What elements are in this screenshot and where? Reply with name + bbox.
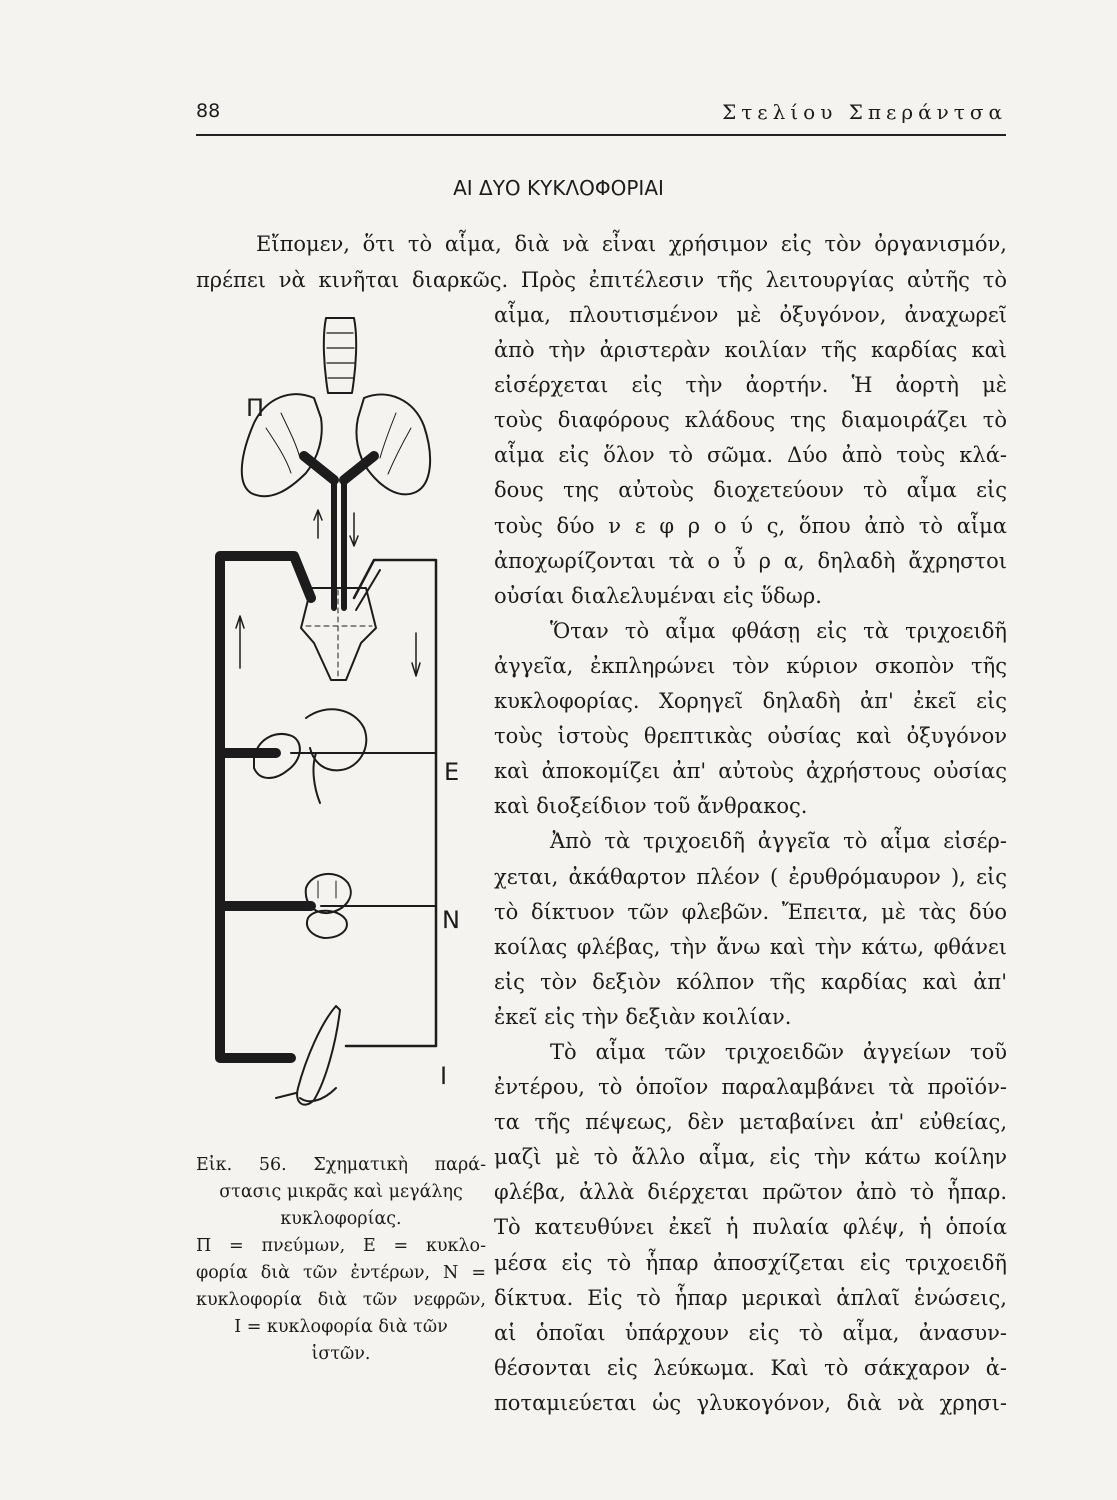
text-line: Τὸ κατευθύνει ἐκεῖ ἡ πυλαία φλέψ, ἡ ὁποία: [494, 1215, 1007, 1240]
text-line: κοίλας φλέβας, τὴν ἄνω καὶ τὴν κάτω, φθάνει: [494, 934, 1007, 959]
text-line: ποταμιεύεται ὡς γλυκογόνον, διὰ νὰ χρησι-: [494, 1390, 1007, 1415]
label-lung: Π: [246, 394, 265, 422]
caption-line: κυκλοφορία διὰ τῶν νεφρῶν,: [196, 1290, 486, 1310]
caption-line: Ι = κυκλοφορία διὰ τῶν: [234, 1317, 448, 1337]
body-column: [494, 298, 1007, 1421]
text-line: πρέπει νὰ κινῆται διαρκῶς. Πρὸς ἐπιτέλεσιν τῆς λειτουργίας αὐτῆς τὸ: [196, 268, 1007, 292]
text-line: μαζὶ μὲ τὸ ἄλλο αἷμα, εἰς τὴν κάτω κοίλην: [494, 1145, 1007, 1170]
text-line: δίκτυα. Εἰς τὸ ἧπαρ μερικαὶ ἁπλαῖ ἑνώσεις,: [494, 1285, 1007, 1310]
text-line: ἀγγεῖα, ἐκπληρώνει τὸν κύριον σκοπὸν τῆς: [494, 653, 1007, 678]
text-line: τοὺς διαφόρους κλάδους της διαμοιράζει τὸ: [494, 408, 1007, 433]
text-line: τα τῆς πέψεως, δὲν μεταβαίνει ἀπ' εὐθείας,: [494, 1110, 1007, 1135]
text-line: τὸ δίκτυον τῶν φλεβῶν. Ἔπειτα, μὲ τὰς δύο: [494, 899, 1007, 924]
intro-paragraph: [196, 226, 1007, 298]
caption-line: Π = πνεύμων, Ε = κυκλο-: [196, 1236, 486, 1256]
text-line: κυκλοφορίας. Χορηγεῖ δηλαδὴ ἀπ' ἐκεῖ εἰς: [494, 689, 1007, 714]
text-line: αἷμα εἰς ὅλον τὸ σῶμα. Δύο ἀπὸ τοὺς κλά-: [494, 443, 1007, 468]
label-intestinal-circulation: Ε: [444, 758, 460, 786]
caption-line: Εἰκ. 56. Σχηματικὴ παρά-: [196, 1155, 486, 1175]
caption-line: κυκλοφορίας.: [280, 1209, 402, 1229]
right-lung: [356, 394, 430, 494]
text-line: οὐσίαι διαλελυμέναι εἰς ὕδωρ.: [494, 583, 822, 608]
header-rule: [196, 134, 1006, 136]
text-line: τοὺς ἱστοὺς θρεπτικὰς οὐσίας καὶ ὀξυγόνον: [494, 724, 1007, 749]
text-line: καὶ διοξείδιον τοῦ ἄνθρακος.: [494, 794, 808, 819]
label-tissue-circulation: Ι: [440, 1062, 448, 1090]
caption-line: στασις μικρᾶς καὶ μεγάλης: [219, 1182, 463, 1202]
text-line: αἱ ὁποῖαι ὑπάρχουν εἰς τὸ αἷμα, ἀνασυν-: [494, 1320, 1007, 1345]
text-line: Εἴπομεν, ὅτι τὸ αἷμα, διὰ νὰ εἶναι χρήσιμον εἰς τὸν ὀργανισμόν,: [256, 232, 1007, 256]
text-line: τοὺς δύο ν ε φ ρ ο ύ ς, ὅπου ἀπὸ τὸ αἷμα: [494, 513, 1007, 538]
vena-cava: [220, 556, 311, 1058]
chapter-title: ΑΙ ΔΥΟ ΚΥΚΛΟΦΟΡΙΑΙ: [453, 176, 664, 200]
aorta: [346, 560, 436, 1046]
text-line: Τὸ αἷμα τῶν τριχοειδῶν ἀγγείων τοῦ: [550, 1039, 1007, 1064]
text-line: χεται, ἀκάθαρτον πλέον ( ἐρυθρόμαυρον ), εἰς: [494, 864, 1007, 889]
figure-caption: [196, 1152, 486, 1368]
text-line: μέσα εἰς τὸ ἧπαρ ἀποσχίζεται εἰς τριχοειδῆ: [494, 1250, 1007, 1275]
text-line: Ὅταν τὸ αἷμα φθάσῃ εἰς τὰ τριχοειδῆ: [550, 618, 1007, 643]
text-line: φλέβα, ἀλλὰ διέρχεται πρῶτον ἀπὸ τὸ ἧπαρ.: [494, 1180, 1007, 1205]
text-line: ἐκεῖ εἰς τὴν δεξιὰν κοιλίαν.: [494, 1004, 792, 1029]
circulation-diagram: [196, 298, 486, 1148]
caption-line: φορία διὰ τῶν ἐντέρων, Ν =: [196, 1263, 486, 1283]
running-header-author: Στελίου Σπεράντσα: [722, 100, 1007, 124]
caption-line: ἱστῶν.: [311, 1344, 371, 1364]
text-line: εἰσέρχεται εἰς τὴν ἀορτήν. Ἡ ἀορτὴ μὲ: [494, 373, 1007, 398]
pulmonary-vessels: [304, 456, 374, 480]
text-line: ἀπὸ τὴν ἀριστερὰν κοιλίαν τῆς καρδίας καὶ: [494, 338, 1007, 363]
circulation-diagram-svg: [196, 298, 486, 1148]
text-line: ἐντέρου, τὸ ὁποῖον παραλαμβάνει τὰ προϊόν-: [494, 1075, 1007, 1100]
text-line: εἰς τὸν δεξιὸν κόλπον τῆς καρδίας καὶ ἀπ': [494, 969, 1007, 994]
text-line: δους της αὐτοὺς διοχετεύουν τὸ αἷμα εἰς: [494, 478, 1007, 503]
text-line: αἷμα, πλουτισμένον μὲ ὀξυγόνον, ἀναχωρεῖ: [494, 303, 1007, 327]
text-line: καὶ ἀποκομίζει ἀπ' αὐτοὺς ἀχρήστους οὐσίας: [494, 759, 1007, 784]
label-renal-circulation: Ν: [442, 906, 460, 934]
text-line: Ἀπὸ τὰ τριχοειδῆ ἀγγεῖα τὸ αἷμα εἰσέρ-: [550, 829, 1007, 854]
trachea: [324, 318, 356, 393]
text-line: θέσονται εἰς λεύκωμα. Καὶ τὸ σάκχαρον ἀ-: [494, 1355, 1007, 1380]
page-number: 88: [196, 100, 221, 122]
text-line: ἀποχωρίζονται τὰ ο ὖ ρ α, δηλαδὴ ἄχρηστοι: [494, 548, 1007, 573]
